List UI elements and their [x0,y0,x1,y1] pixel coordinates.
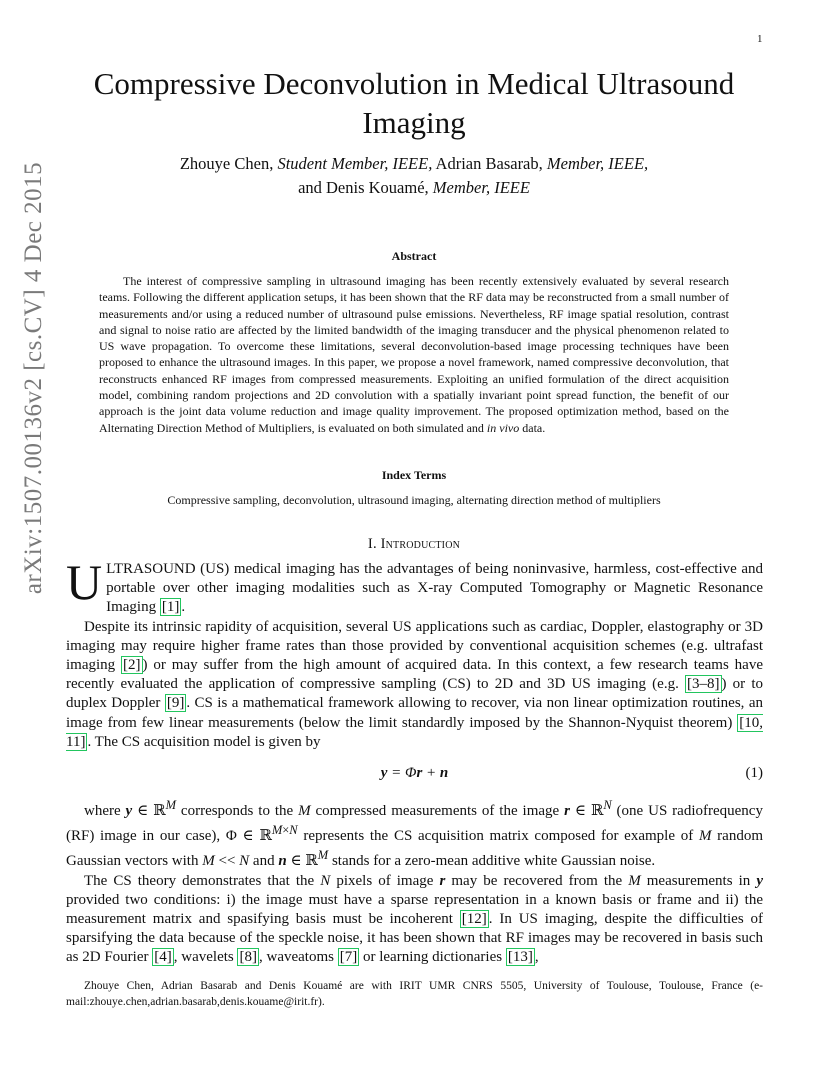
paragraph-text: stands for a zero-mean additive white Gaussian noise. [328,853,656,870]
paragraph-text: random Gaussian vectors with [66,828,763,870]
equation: y = Φr + n [380,765,449,782]
citation-link[interactable]: [7] [339,949,358,966]
paragraph-text: may be recovered from the [445,872,629,889]
author-list [60,152,768,200]
index-terms-heading: Index Terms [381,468,447,482]
author-name: Adrian Basarab, [435,154,543,173]
paragraph-text: corresponds to the [176,803,299,820]
abstract-italic: in vivo [486,420,520,435]
abstract-body: The interest of compressive sampling in ultrasound imaging has been recently extensively evaluated by several research teams. Following the different application setups, it has been shown that the RF data may be reconstructed from a small number of measurements and/or using a reduced number of ultrasound pulse emissions. Nevertheless, RF image spatial resolution, contrast and signal to noise ratio are affected by the limited bandwidth of the imaging transducer and the physical phenomenon related to US wave propagation. To overcome these limitations, several deconvolution-based image processing techniques have been proposed to enhance the ultrasound images. In this paper, we propose a novel framework, named compressive deconvolution, that reconstructs enhanced RF images from compressed measurements. Exploiting an unified formulation of the direct acquisition model, combining random projections and 2D convolution with a spatially invariant point spread function, the benefit of our approach is the joint data volume reduction and image quality improvement. The proposed optimization method, based on the Alternating Direction Method of Multipliers, is evaluated on both simulated and [99,274,729,435]
paragraph-text: pixels of image [330,872,440,889]
paragraph-text: LTRASOUND (US) medical imaging has the advantages of being noninvasive, harmless, cost-effective and portable over other imaging modalities such as X-ray Computed Tomography or Magnetic Resonance Imaging [106,561,763,616]
equation-row [66,760,763,790]
author-role: Student Member, IEEE, [277,154,433,173]
paragraph-text: ) or may suffer from the high amount of acquired data. In this context, a few research teams have recently evaluated the application of compressive sampling (CS) to 2D and 3D US imaging (e.g. [66,657,763,693]
paragraph-text: The CS theory demonstrates that the [84,872,321,889]
citation-link[interactable]: [9] [166,695,185,712]
citation-link[interactable]: [10, 11] [66,714,763,750]
index-terms-text: Compressive sampling, deconvolution, ultrasound imaging, alternating direction method of multipliers [167,493,661,507]
arxiv-side-identifier: arXiv:1507.00136v2 [cs.CV] 4 Dec 2015 [20,161,47,595]
paragraph-text: represents the CS acquisition matrix composed for example of [297,828,699,845]
author-conjunction: and [298,178,322,197]
citation-link[interactable]: [12] [461,911,487,928]
paragraph: where y ∈ ℝ$^M$ corresponds to the M compressed measurements of the image r ∈ ℝ$^N$ (one US radiofrequency (RF) image in our case), Φ ∈ ℝ$^{M\times N}$ represents the CS acquisition matrix composed for example of M random Gaussian vectors with M << N and n ∈ ℝ$^M$ stands for a zero-mean additive white Gaussian noise. [66,798,763,870]
author-name: Denis Kouamé, [326,178,429,197]
citation-link[interactable]: [13] [507,949,533,966]
author-name: Zhouye Chen, [179,154,274,173]
paragraph-text: . In US imaging, despite the difficulties of sparsifying the data because of the speckle noise, it has been shown that RF images may be recovered in basis such as 2D Fourier [66,911,763,966]
paragraph-text: , [534,949,539,966]
equation-number: (1) [745,765,763,782]
section-heading [60,536,768,553]
section-numeral: I. [367,536,377,552]
page-number: 1 [757,33,763,45]
paragraph-text: compressed measurements of the image [310,803,565,820]
paper-title: Compressive Deconvolution in Medical Ultrasound Imaging [93,66,735,140]
paragraph-text: . The CS acquisition model is given by [87,733,321,750]
paragraph-text: ) or to duplex Doppler [66,676,763,712]
paragraph-text: . [181,599,186,616]
citation-link[interactable]: [3–8] [687,676,720,693]
abstract-text [99,273,729,436]
paragraph-text: provided two conditions: i) the image must have a sparse representation in a known basis or frame and ii) the measurement matrix and spasifying basis must be incoherent [66,891,763,928]
abstract-end: data. [519,420,546,435]
author-role: Member, IEEE, [546,154,649,173]
abstract-heading: Abstract [391,249,437,263]
paragraph-text: and [249,853,279,870]
footnote: Zhouye Chen, Adrian Basarab and Denis Kouamé are with IRIT UMR CNRS 5505, University of Toulouse, Toulouse, France (e-mail:zhouye.chen,adrian.basarab,denis.kouame@irit.fr). [66,980,763,1008]
author-role: Member, IEEE [432,178,530,197]
paragraph-text: Despite its intrinsic rapidity of acquisition, several US applications such as cardiac, Doppler, elastography or 3D imaging may require higher frame rates than those provided by conventional acquisition schemes (e.g. ultrafast imaging [66,618,763,674]
citation-link[interactable]: [1] [161,599,180,616]
paragraph-text: where [84,803,126,820]
paragraph-text: or learning dictionaries [359,949,506,966]
paragraph-text: (one US radiofrequency (RF) image in our case), [66,803,763,845]
paragraph-text: measurements in [640,872,757,889]
citation-link[interactable]: [4] [154,949,172,966]
paragraph-text: . CS is a mathematical framework allowing to recover, via non linear optimization routines, an image from few linear measurements (below the limit standardly imposed by the Shannon-Nyquist theorem) [66,695,763,731]
paragraph-text: , wavelets [173,949,238,966]
drop-cap: U [66,554,103,610]
paragraph [66,554,763,618]
section-title: Introduction [380,536,461,552]
citation-link[interactable]: [8] [239,949,257,966]
paragraph: The CS theory demonstrates that the N pixels of image r may be recovered from the M measurements in y provided two conditions: i) the image must have a sparse representation in a known basis or frame and ii) the measurement matrix and spasifying basis must be incoherent [12] . In US imaging, despite the difficulties of sparsifying the data because of the speckle noise, it has been shown that RF images may be recovered in basis such as 2D Fourier [4] , wavelets [8] , waveatoms [7] or learning dictionaries [13] , [66,872,763,966]
citation-link[interactable]: [2] [123,657,141,674]
paragraph-text: , waveatoms [258,949,338,966]
body-text [66,554,763,968]
paragraph [66,618,763,752]
